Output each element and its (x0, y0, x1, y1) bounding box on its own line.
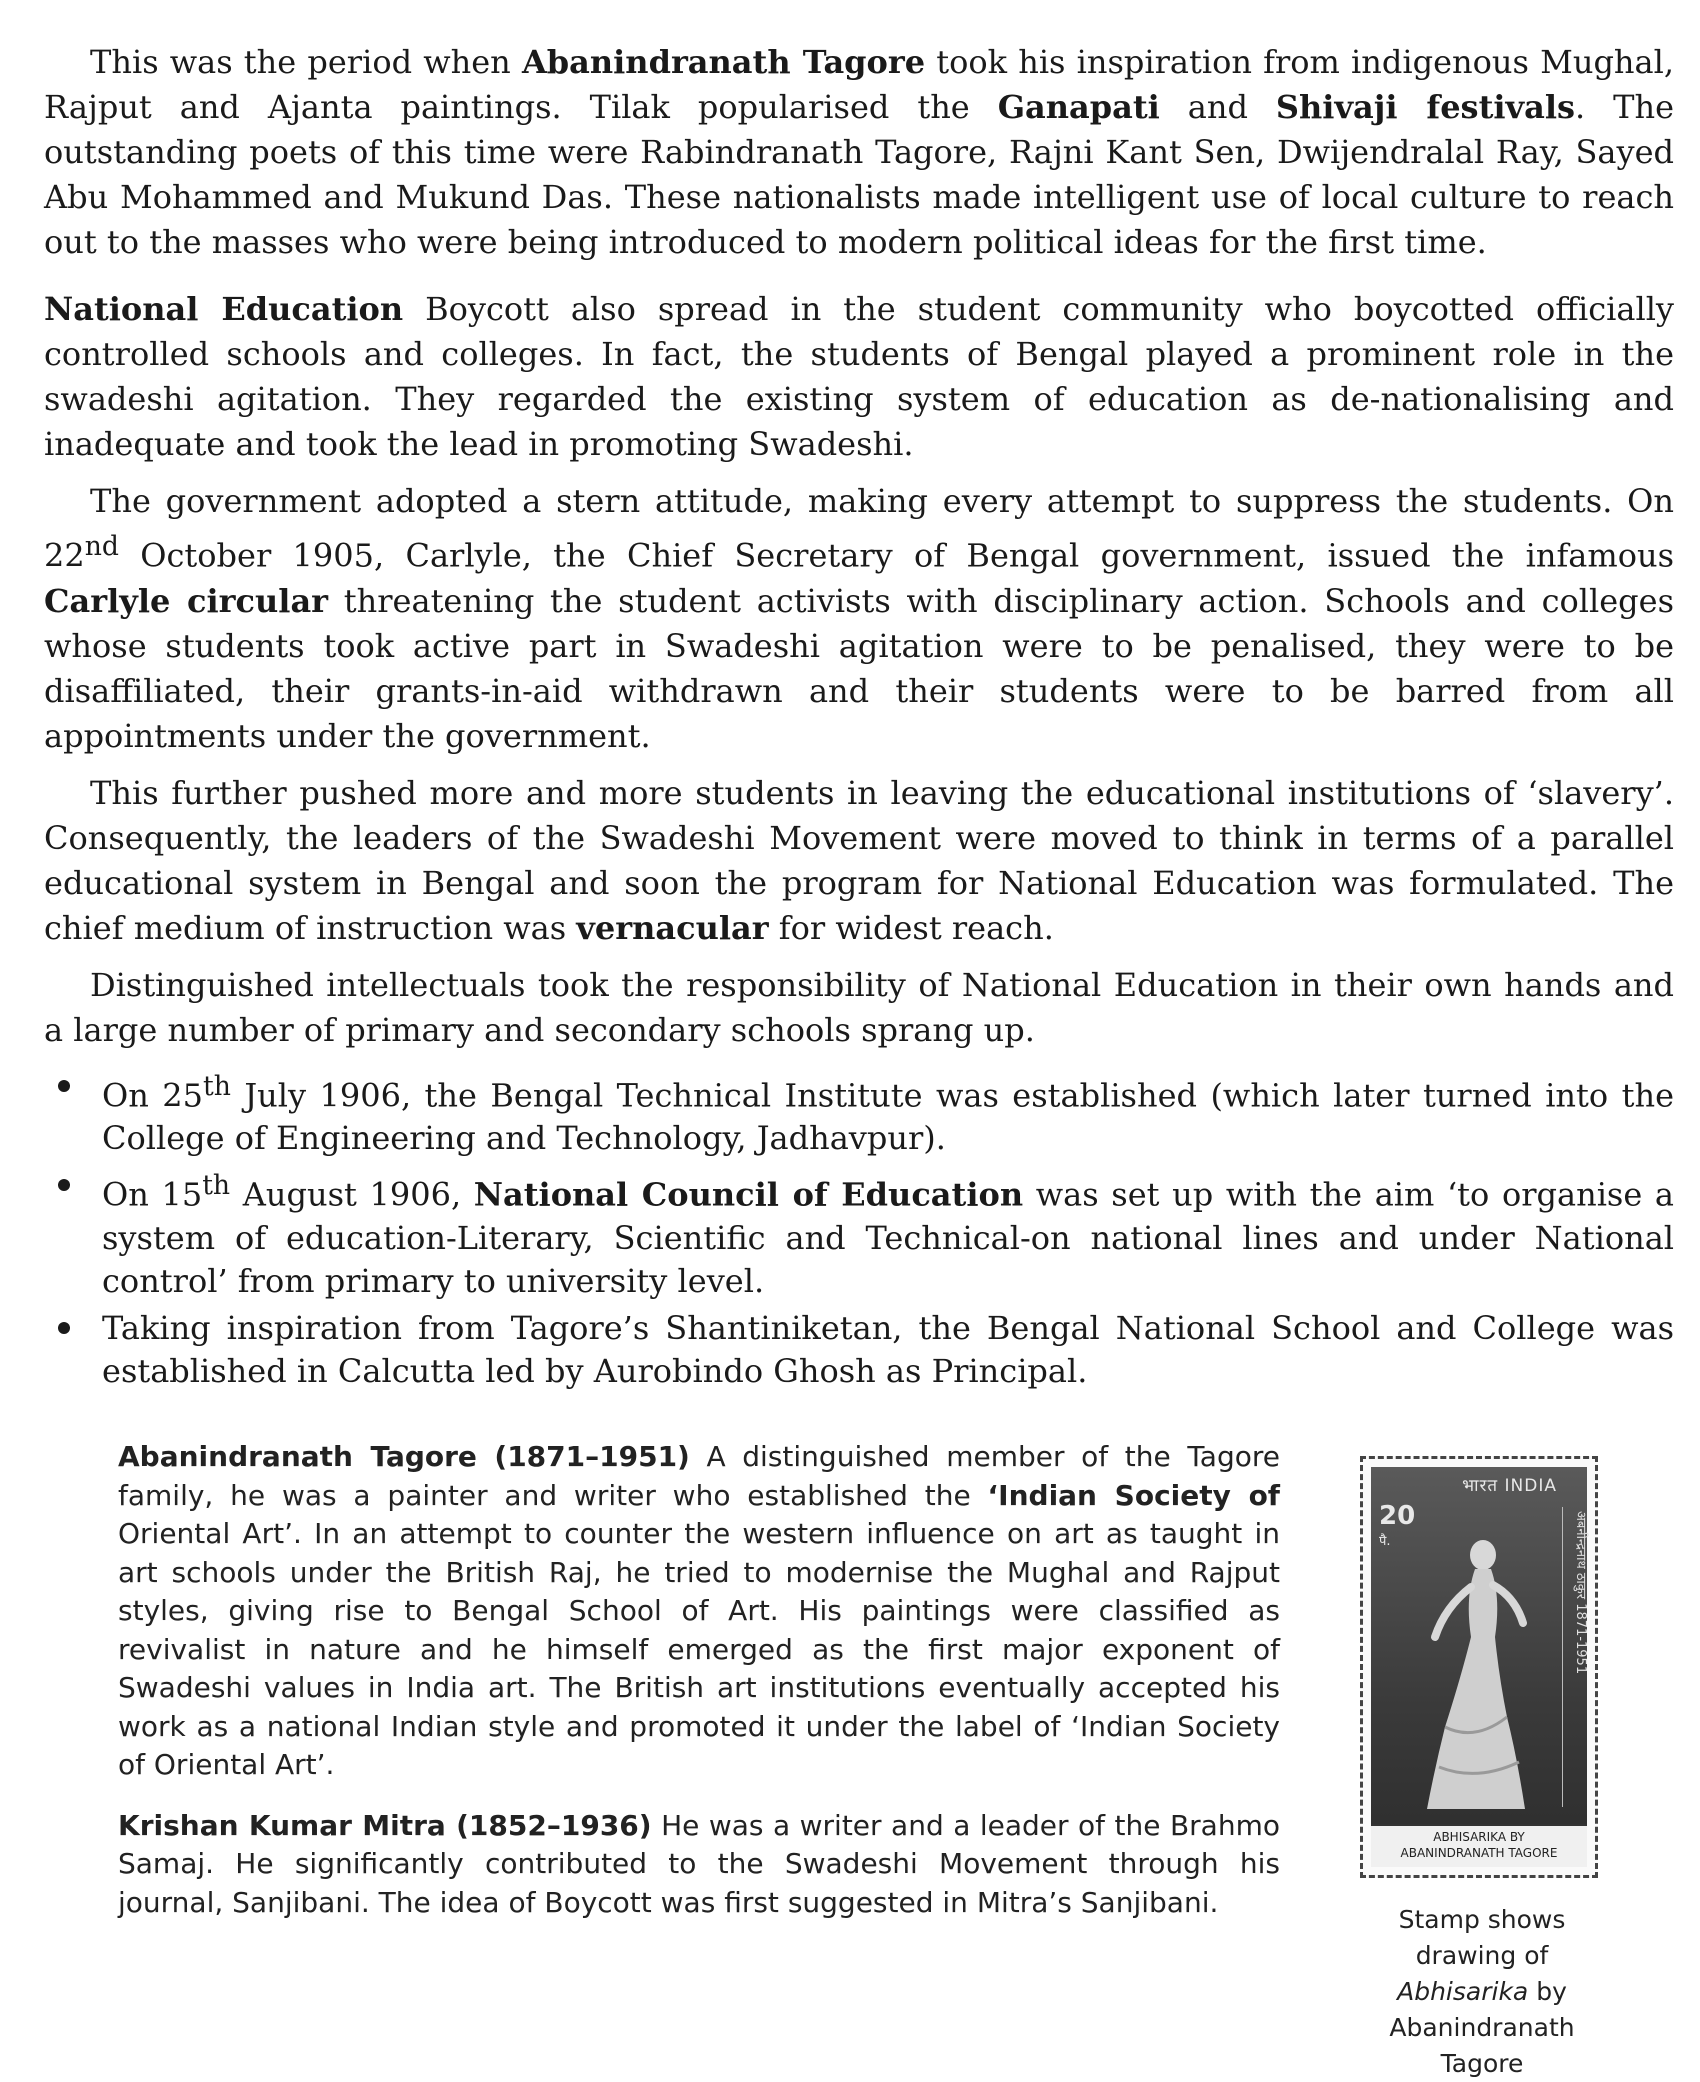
info-abanindranath: Abanindranath Tagore (1871–1951) A distinguished member of the Tagore family, he was a painter and writer who established the ‘Indian Society of Oriental Art’. In an attempt to counter the western influence on art as taught in art schools under the British Raj, he tried to modernise the Mughal and Rajput styles, giving rise to Bengal School of Art. His paintings were classified as revivalist in nature and he himself emerged as the first major exponent of Swadeshi values in India art. The British art institutions eventually accepted his work as a national Indian style and promoted it under the label of ‘Indian Society of Oriental Art’. (118, 1440, 1280, 1781)
ganapati-bold: Ganapati (997, 88, 1160, 126)
paragraph-national-education: National Education Boycott also spread in the student community who boycotted officially controlled schools and colleges. In fact, the students of Bengal played a prominent role in the swadeshi agitation. They regarded the existing system of education as de-nationalising and inadequate and took the lead in promoting Swadeshi. (44, 290, 1675, 463)
stamp-side-text (1562, 1507, 1588, 1807)
stamp-image (1360, 1456, 1598, 1878)
abanindranath-tagore-bold: Abanindranath Tagore (521, 43, 926, 81)
main-text (44, 40, 1674, 1397)
stamp-figure (1352, 1456, 1612, 2082)
info-mitra-name: Krishan Kumar Mitra (1852–1936) (118, 1808, 652, 1842)
superscript-nd: nd (84, 531, 119, 562)
national-education-heading: National Education (44, 290, 404, 328)
list-item: On 25th July 1906, the Bengal Technical Institute was established (which later turned into the College of Engineering and Technology, Jadhavpur). (44, 1065, 1674, 1161)
list-item: On 15th August 1906, National Council of Education was set up with the aim ‘to organise a system of education-Literary, Scientific and Technical-on national lines and under National control’ from primary to university level. (44, 1164, 1674, 1303)
info-abanindranath-name: Abanindranath Tagore (1871–1951) (118, 1440, 690, 1473)
bullet-dot-icon (58, 1179, 70, 1191)
dancer-figure-icon (1405, 1527, 1555, 1817)
national-council-bold: National Council of Education (473, 1175, 1024, 1214)
paragraph-carlyle-circular: The government adopted a stern attitude, making every attempt to suppress the students. On 22nd October 1905, Carlyle, the Chief Secretary of Bengal government, issued the infamous Carlyle circular threatening the student activists with disciplinary action. Schools and colleges whose students took active part in Swadeshi agitation were to be penalised, they were to be disaffiliated, their grants-in-aid withdrawn and their students were to be barred from all appointments under the government. (44, 482, 1675, 755)
stamp-label: ABHISARIKA BY ABANINDRANATH TAGORE (1371, 1824, 1587, 1867)
bullet-dot-icon (58, 1080, 70, 1092)
info-box (118, 1438, 1280, 1922)
shivaji-festivals-bold: Shivaji festivals (1275, 88, 1576, 126)
paragraph-intellectuals: Distinguished intellectuals took the responsibility of National Education in their own hands and a large number of primary and secondary schools sprang up. (44, 965, 1674, 1049)
vernacular-bold: vernacular (576, 908, 769, 947)
carlyle-circular-bold: Carlyle circular (44, 581, 329, 620)
stamp-caption: Stamp shows drawing of Abhisarika by Abanindranath Tagore (1389, 1905, 1575, 2078)
paragraph-cultural-revival: This was the period when Abanindranath Tagore took his inspiration from indigenous Mughal, Rajput and Ajanta paintings. Tilak popularised the Ganapati and Shivaji festivals. The outstanding poets of this time were Rabindranath Tagore, Rajni Kant Sen, Dwijendralal Ray, Sayed Abu Mohammed and Mukund Das. These nationalists made intelligent use of local culture to reach out to the masses who were being introduced to modern political ideas for the first time. (44, 43, 1675, 261)
stamp-country-label: भारत INDIA (1462, 1476, 1557, 1496)
list-item: Taking inspiration from Tagore’s Shantiniketan, the Bengal National School and College was established in Calcutta led by Aurobindo Ghosh as Principal. (44, 1307, 1674, 1393)
bullet-dot-icon (58, 1322, 70, 1334)
info-mitra: Krishan Kumar Mitra (1852–1936) He was a writer and a leader of the Brahmo Samaj. He significantly contributed to the Swadeshi Movement through his journal, Sanjibani. The idea of Boycott was first suggested in Mitra’s Sanjibani. (118, 1808, 1280, 1919)
stamp-value-label: 20 पै. (1379, 1501, 1416, 1549)
paragraph-parallel-education: This further pushed more and more students in leaving the educational institutions of ‘slavery’. Consequently, the leaders of the Swadeshi Movement were moved to think in terms of a parallel educational system in Bengal and soon the program for National Education was formulated. The chief medium of instruction was vernacular for widest reach. (44, 773, 1674, 947)
education-bullet-list (44, 1065, 1674, 1393)
svg-text:अबनीन्द्रनाथ ठाकुर 1871-1951: अबनीन्द्रनाथ ठाकुर 1871-1951 (1573, 1511, 1588, 1675)
